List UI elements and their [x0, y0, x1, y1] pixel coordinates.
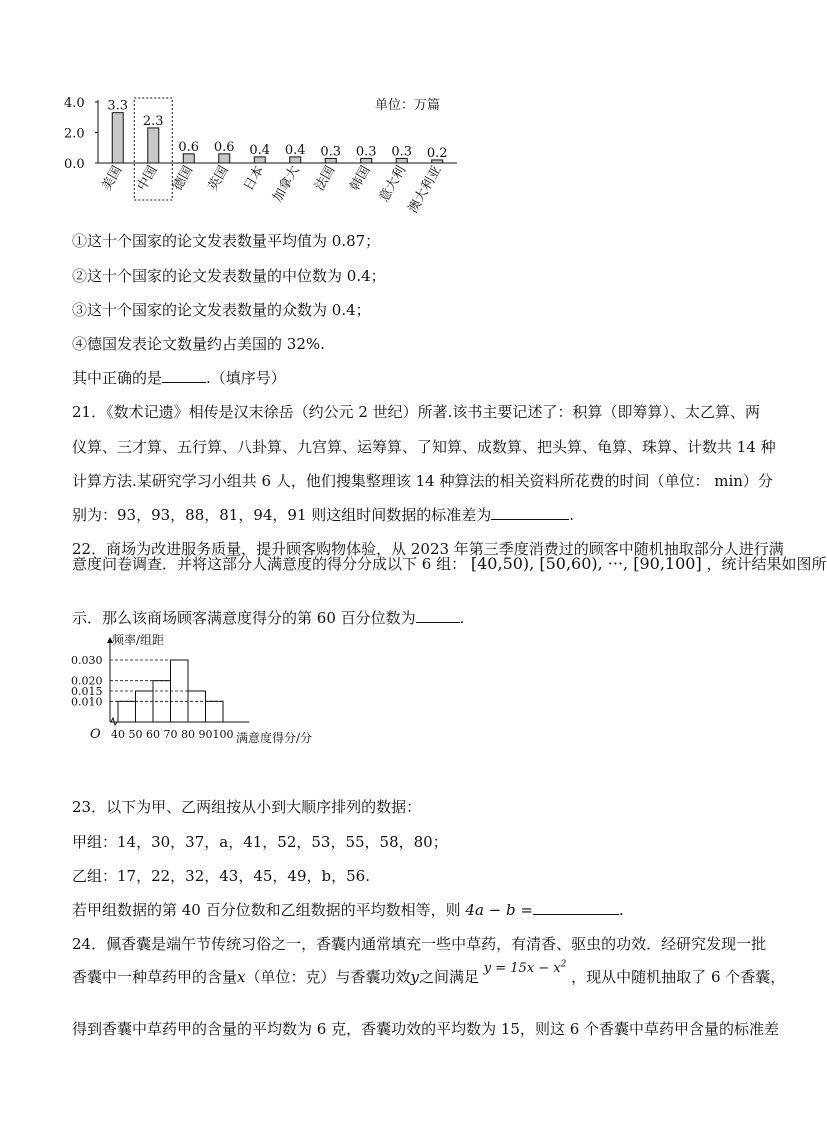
satisfaction-histogram — [70, 630, 350, 750]
chart1-bar — [183, 154, 194, 163]
paper-count-bar-chart — [60, 92, 460, 222]
chart1-category-label: 德国 — [170, 163, 197, 194]
interval-notation: [40,50), [50,60), ···, [90,100] — [470, 554, 702, 573]
chart1-y-ticks — [64, 96, 98, 172]
question-24-line-1: 24．佩香囊是端午节传统习俗之一，香囊内通常填充一些中草药，有清香、驱虫的功效．经研究发现一批 — [72, 935, 767, 953]
chart1-value-label: 2.3 — [142, 113, 164, 129]
chart1-category-label: 意大利 — [376, 163, 410, 205]
expression-4a-b: 4a − b = — [465, 901, 533, 919]
question-23-end: . — [618, 901, 624, 919]
chart1-value-label: 0.2 — [426, 145, 448, 161]
question-22-line-3 — [72, 607, 464, 628]
question-22-prompt: 示．那么该商场顾客满意度得分的第 60 百分位数为 — [72, 609, 416, 627]
variable-y: y — [410, 968, 419, 986]
chart2-bar — [206, 701, 224, 722]
statement-2: ②这十个国家的论文发表数量的中位数为 0.4； — [72, 267, 386, 285]
question-22-text-end: ，统计结果如图所 — [706, 555, 827, 573]
statement-1: ①这十个国家的论文发表数量平均值为 0.87； — [72, 232, 381, 250]
chart1-bar — [112, 113, 123, 163]
chart1-value-label: 3.3 — [107, 98, 129, 114]
question-22-line-2 — [72, 553, 827, 574]
chart2-bar — [188, 691, 206, 722]
chart1-bar — [148, 128, 159, 163]
question-23-prompt: 若甲组数据的第 40 百分位数和乙组数据的平均数相等，则 — [72, 901, 461, 919]
chart2-x-tick-label: 60 — [146, 728, 160, 741]
question-23-line-1: 23．以下为甲、乙两组按从小到大顺序排列的数据： — [72, 798, 422, 816]
question-24-text-c: 之间满足 — [418, 968, 479, 986]
chart1-category-label: 英国 — [205, 163, 232, 194]
chart1-value-label: 0.3 — [320, 144, 342, 160]
chart1-value-label: 0.6 — [213, 139, 235, 155]
question-21-line-1: 21．《数术记遗》相传是汉末徐岳（约公元 2 世纪）所著.该书主要记述了：积算（即筹算）、太乙算、两 — [72, 403, 760, 421]
chart2-y-label: 频率/组距 — [112, 633, 165, 647]
chart1-value-label: 0.3 — [391, 144, 413, 160]
chart2-x-tick-label: 40 — [111, 728, 125, 741]
answer-blank-23 — [533, 899, 619, 915]
chart1-value-label: 0.4 — [284, 142, 306, 158]
question-23-line-2: 甲组：14，30，37，a，41，52，53，55，58，80； — [72, 833, 448, 851]
chart2-x-tick-label: 50 — [128, 728, 143, 741]
chart2-x-tick-label: 100 — [212, 728, 234, 741]
chart2-y-tick-label: 0.015 — [71, 685, 103, 698]
chart1-category-label: 韩国 — [347, 163, 374, 194]
statement-3: ③这十个国家的论文发表数量的众数为 0.4； — [72, 301, 371, 319]
question-22-end: . — [459, 609, 465, 627]
chart1-category-labels — [99, 163, 444, 216]
question-22-line-1: 22．商场为改进服务质量，提升顾客购物体验，从 2023 年第三季度消费过的顾客中随机抽取部分人进行满 — [72, 540, 784, 558]
formula-y: $y = 15x - x^2$ — [483, 959, 567, 976]
chart1-category-label: 中国 — [134, 163, 161, 194]
chart2-x-tick-label: 70 — [163, 728, 178, 741]
chart1-y-tick-label: 0.0 — [64, 157, 85, 172]
question-24-line-3: 得到香囊中草药甲的含量的平均数为 6 克，香囊功效的平均数为 15，则这 6 个香囊中草药甲含量的标准差 — [72, 1020, 780, 1038]
question-24-text-a: 香囊中一种草药甲的含量 — [72, 968, 238, 986]
chart1-category-label: 澳大利亚 — [405, 163, 445, 217]
question-21-end: . — [569, 506, 575, 524]
question-21-line-3: 计算方法.某研究学习小组共 6 人，他们搜集整理该 14 种算法的相关资料所花费的时间（单位： min）分 — [72, 472, 773, 490]
chart1-y-tick-label: 4.0 — [64, 96, 85, 111]
chart2-y-ticks — [71, 654, 103, 708]
chart1-category-label: 加拿大 — [270, 163, 303, 205]
question-21-line-2: 仪算、三才算、五行算、八卦算、九宫算、运筹算、了知算、成数算、把头算、龟算、珠算、计数共 14 种 — [72, 438, 776, 456]
question-24-line-2 — [72, 959, 786, 987]
chart2-bar — [118, 701, 136, 722]
chart2-x-ticks — [111, 728, 234, 741]
question-24-text-b: （单位：克）与香囊功效 — [245, 968, 411, 986]
chart2-y-tick-label: 0.030 — [71, 654, 103, 667]
answer-prompt: 其中正确的是 — [72, 369, 163, 387]
statement-4: ④德国发表论文数量约占美国的 32%. — [72, 335, 325, 353]
answer-blank — [162, 367, 206, 383]
chart1-category-label: 日本 — [241, 163, 268, 194]
question-23-line-3: 乙组：17，22，32，43，45，49，b，56. — [72, 867, 370, 885]
chart2-x-tick-label: 80 — [181, 728, 195, 741]
answer-blank-21 — [491, 504, 569, 520]
chart1-category-label: 美国 — [99, 163, 126, 194]
question-21-line-4 — [72, 504, 574, 525]
chart2-origin-label: O — [90, 727, 101, 742]
chart1-bar — [219, 154, 230, 163]
chart2-y-tick-label: 0.020 — [71, 674, 103, 688]
question-23-line-4 — [72, 899, 624, 920]
chart1-value-label: 0.6 — [178, 139, 200, 155]
chart1-unit-label: 单位：万篇 — [375, 98, 441, 113]
chart1-category-label: 法国 — [312, 163, 339, 194]
chart2-bars — [118, 660, 223, 722]
chart1-value-label: 0.4 — [249, 142, 271, 158]
chart2-bar — [136, 691, 154, 722]
question-24-text-d: ，现从中随机抽取了 6 个香囊， — [571, 968, 786, 986]
chart2-x-tick-label: 90 — [198, 728, 213, 741]
formula-exponent: 2 — [560, 959, 567, 970]
chart1-value-label: 0.3 — [355, 144, 377, 160]
chart2-axes — [107, 637, 249, 725]
question-22-text: 意度问卷调查．并将这部分人满意度的得分分成以下 6 组： — [72, 555, 467, 573]
answer-line-20 — [72, 367, 286, 388]
answer-blank-22 — [416, 607, 460, 623]
question-21-text: 别为：93，93，88，81，94，91 则这组时间数据的标准差为 — [72, 506, 492, 524]
answer-hint: .（填序号） — [206, 369, 286, 387]
chart1-y-tick-label: 2.0 — [64, 126, 85, 142]
chart2-x-label: 满意度得分/分 — [236, 731, 313, 745]
variable-x: x — [237, 968, 246, 986]
chart2-y-tick-label: 0.010 — [71, 695, 103, 709]
